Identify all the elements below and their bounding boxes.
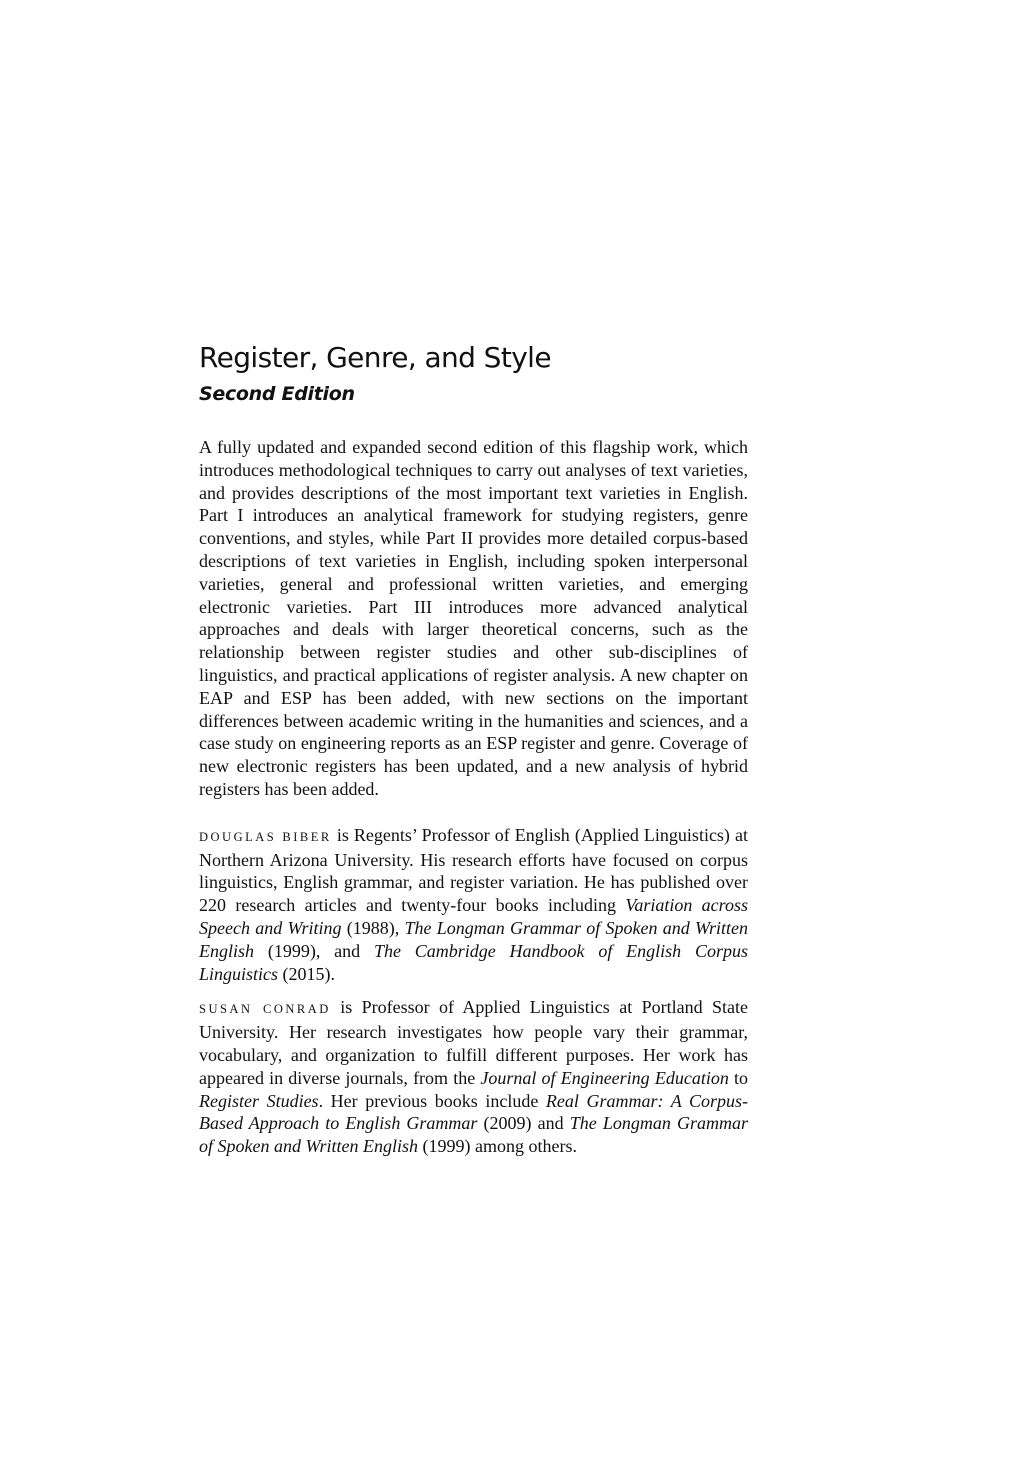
book-edition: Second Edition: [199, 383, 355, 405]
author-bio-biber: [199, 824, 748, 986]
author-bio-text: (1999), and: [254, 940, 374, 961]
book-reference: The Cambridge Handbook of English Corpus Linguistics: [199, 940, 748, 984]
book-title: Register, Genre, and Style: [199, 341, 551, 374]
book-blurb-page: [199, 338, 748, 1158]
book-reference: The Longman Grammar of Spoken and Written English: [199, 1113, 748, 1157]
author-bio-text: (1988),: [341, 917, 405, 938]
book-reference: The Longman Grammar of Spoken and Written English: [199, 917, 748, 961]
author-bio-text: is Professor of Applied Linguistics at Portland State University. Her research investigates how people vary their grammar, vocabulary, and organization to fulfill different purposes. Her work has appeared in diverse journals, from the: [199, 997, 748, 1088]
author-name: DOUGLAS BIBER: [199, 829, 332, 844]
book-reference: Variation across Speech and Writing: [199, 895, 749, 938]
journal-reference: Register Studies: [199, 1090, 319, 1111]
author-bio-text: (1999) among others.: [417, 1136, 577, 1157]
author-bio-text: (2009) and: [477, 1113, 570, 1134]
author-bio-text: is Regents’ Professor of English (Applied Linguistics) at Northern Arizona University. His research efforts have focused on corpus linguistics, English grammar, and register variation. He has published over 220 research articles and twenty-four books including: [199, 824, 748, 916]
author-name: SUSAN CONRAD: [199, 1002, 331, 1017]
book-reference: Real Grammar: A Corpus-Based Approach to English Grammar: [199, 1090, 748, 1134]
author-bio-text: to: [728, 1067, 748, 1088]
author-bio-conrad: [199, 996, 748, 1158]
journal-reference: Journal of Engineering Education: [480, 1067, 729, 1088]
book-description: A fully updated and expanded second edition of this flagship work, which introduces methodological techniques to carry out analyses of text varieties, and provides descriptions of the most important text varieties in English. Part I introduces an analytical framework for studying registers, genre conventions, and styles, while Part II provides more detailed corpus-based descriptions of text varieties in English, including spoken interpersonal varieties, general and professional written varieties, and emerging electronic varieties. Part III introduces more advanced analytical approaches and deals with larger theoretical concerns, such as the relationship between register studies and other sub-disciplines of linguistics, and practical applications of register analysis. A new chapter on EAP and ESP has been added, with new sections on the important differences between academic writing in the humanities and sciences, and a case study on engineering reports as an ESP register and genre. Coverage of new electronic registers has been updated, and a new analysis of hybrid registers has been added.: [199, 437, 748, 799]
author-bio-text: . Her previous books include: [318, 1090, 546, 1111]
author-bio-text: (2015).: [278, 963, 336, 984]
